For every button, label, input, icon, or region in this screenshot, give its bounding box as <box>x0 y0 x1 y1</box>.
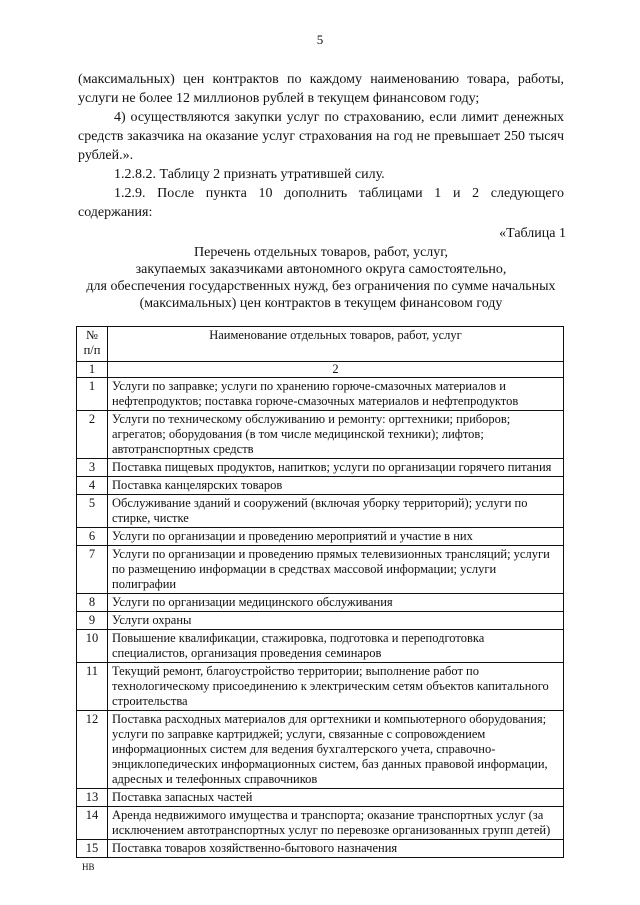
row-name: Поставка запасных частей <box>108 789 564 807</box>
row-name: Услуги охраны <box>108 612 564 630</box>
row-name: Услуги по техническому обслуживанию и ремонту: оргтехники; приборов; агрегатов; оборудования (в том числе медицинской техники); лифтов; автотранспортных средств <box>108 411 564 459</box>
paragraph: 1.2.9. После пункта 10 дополнить таблицами 1 и 2 следующего содержания: <box>78 186 564 220</box>
page-number: 5 <box>316 32 324 47</box>
table-row <box>77 594 564 612</box>
row-number: 6 <box>77 528 108 546</box>
row-name: Услуги по организации и проведению мероприятий и участие в них <box>108 528 564 546</box>
row-number: 1 <box>77 378 108 411</box>
row-number: 10 <box>77 630 108 663</box>
row-name: Текущий ремонт, благоустройство территории; выполнение работ по технологическому присоединению к электрическим сетям объектов капитального строительства <box>108 663 564 711</box>
column-header-name: Наименование отдельных товаров, работ, услуг <box>108 327 564 362</box>
row-number: 5 <box>77 495 108 528</box>
column-number-row <box>77 362 564 378</box>
column-number: 1 <box>77 362 108 378</box>
row-number: 14 <box>77 807 108 840</box>
table-row <box>77 630 564 663</box>
row-name: Услуги по организации медицинского обслуживания <box>108 594 564 612</box>
caption-line: закупаемых заказчиками автономного округа самостоятельно, <box>135 262 507 277</box>
paragraph: 4) осуществляются закупки услуг по страхованию, если лимит денежных средств заказчика на оказание услуг страхования на год не превышает 250 тысяч рублей.». <box>78 110 564 163</box>
table-row <box>77 711 564 789</box>
paragraph: 1.2.8.2. Таблицу 2 признать утратившей силу. <box>114 167 385 182</box>
table-row <box>77 840 564 858</box>
row-name: Услуги по организации и проведению прямых телевизионных трансляций; услуги по размещению информации в средствах массовой информации; услуги полиграфии <box>108 546 564 594</box>
table-row <box>77 546 564 594</box>
table-reference: «Таблица 1 <box>499 226 566 241</box>
caption-line: Перечень отдельных товаров, работ, услуг, <box>194 245 448 260</box>
row-name: Аренда недвижимого имущества и транспорта; оказание транспортных услуг (за исключением автотранспортных услуг по перевозке организованных групп детей) <box>108 807 564 840</box>
row-number: 15 <box>77 840 108 858</box>
row-number: 11 <box>77 663 108 711</box>
row-number: 13 <box>77 789 108 807</box>
caption-line: (максимальных) цен контрактов в текущем финансовом году <box>139 296 503 311</box>
row-number: 2 <box>77 411 108 459</box>
goods-table <box>76 326 564 858</box>
body-text <box>78 70 564 222</box>
row-name: Поставка товаров хозяйственно-бытового назначения <box>108 840 564 858</box>
row-number: 9 <box>77 612 108 630</box>
table-row <box>77 495 564 528</box>
row-name: Поставка расходных материалов для оргтехники и компьютерного оборудования; услуги по заправке картриджей; услуги, связанные с сопровождением информационных систем для ведения бухгалтерского учета, справочно-энциклопедических информационных систем, баз данных правовой информации, адресных и телефонных справочников <box>108 711 564 789</box>
row-number: 7 <box>77 546 108 594</box>
column-header-number: № п/п <box>77 327 108 362</box>
table-row <box>77 663 564 711</box>
row-name: Повышение квалификации, стажировка, подготовка и переподготовка специалистов, организация проведения семинаров <box>108 630 564 663</box>
footer-mark: HB <box>82 862 95 872</box>
table-row <box>77 528 564 546</box>
row-name: Поставка пищевых продуктов, напитков; услуги по организации горячего питания <box>108 459 564 477</box>
table-row <box>77 378 564 411</box>
table-row <box>77 612 564 630</box>
column-number: 2 <box>108 362 564 378</box>
row-number: 12 <box>77 711 108 789</box>
caption-line: для обеспечения государственных нужд, без ограничения по сумме начальных <box>86 279 556 294</box>
row-number: 3 <box>77 459 108 477</box>
table-row <box>77 789 564 807</box>
row-name: Обслуживание зданий и сооружений (включая уборку территорий); услуги по стирке, чистке <box>108 495 564 528</box>
table-row <box>77 477 564 495</box>
table-row <box>77 459 564 477</box>
row-number: 8 <box>77 594 108 612</box>
row-name: Поставка канцелярских товаров <box>108 477 564 495</box>
paragraph: (максимальных) цен контрактов по каждому наименованию товара, работы, услуги не более 12 миллионов рублей в текущем финансовом году; <box>78 72 564 106</box>
table-row <box>77 807 564 840</box>
table-caption <box>78 244 564 312</box>
row-name: Услуги по заправке; услуги по хранению горюче-смазочных материалов и нефтепродуктов; поставка горюче-смазочных материалов и нефтепродуктов <box>108 378 564 411</box>
table-row <box>77 411 564 459</box>
row-number: 4 <box>77 477 108 495</box>
